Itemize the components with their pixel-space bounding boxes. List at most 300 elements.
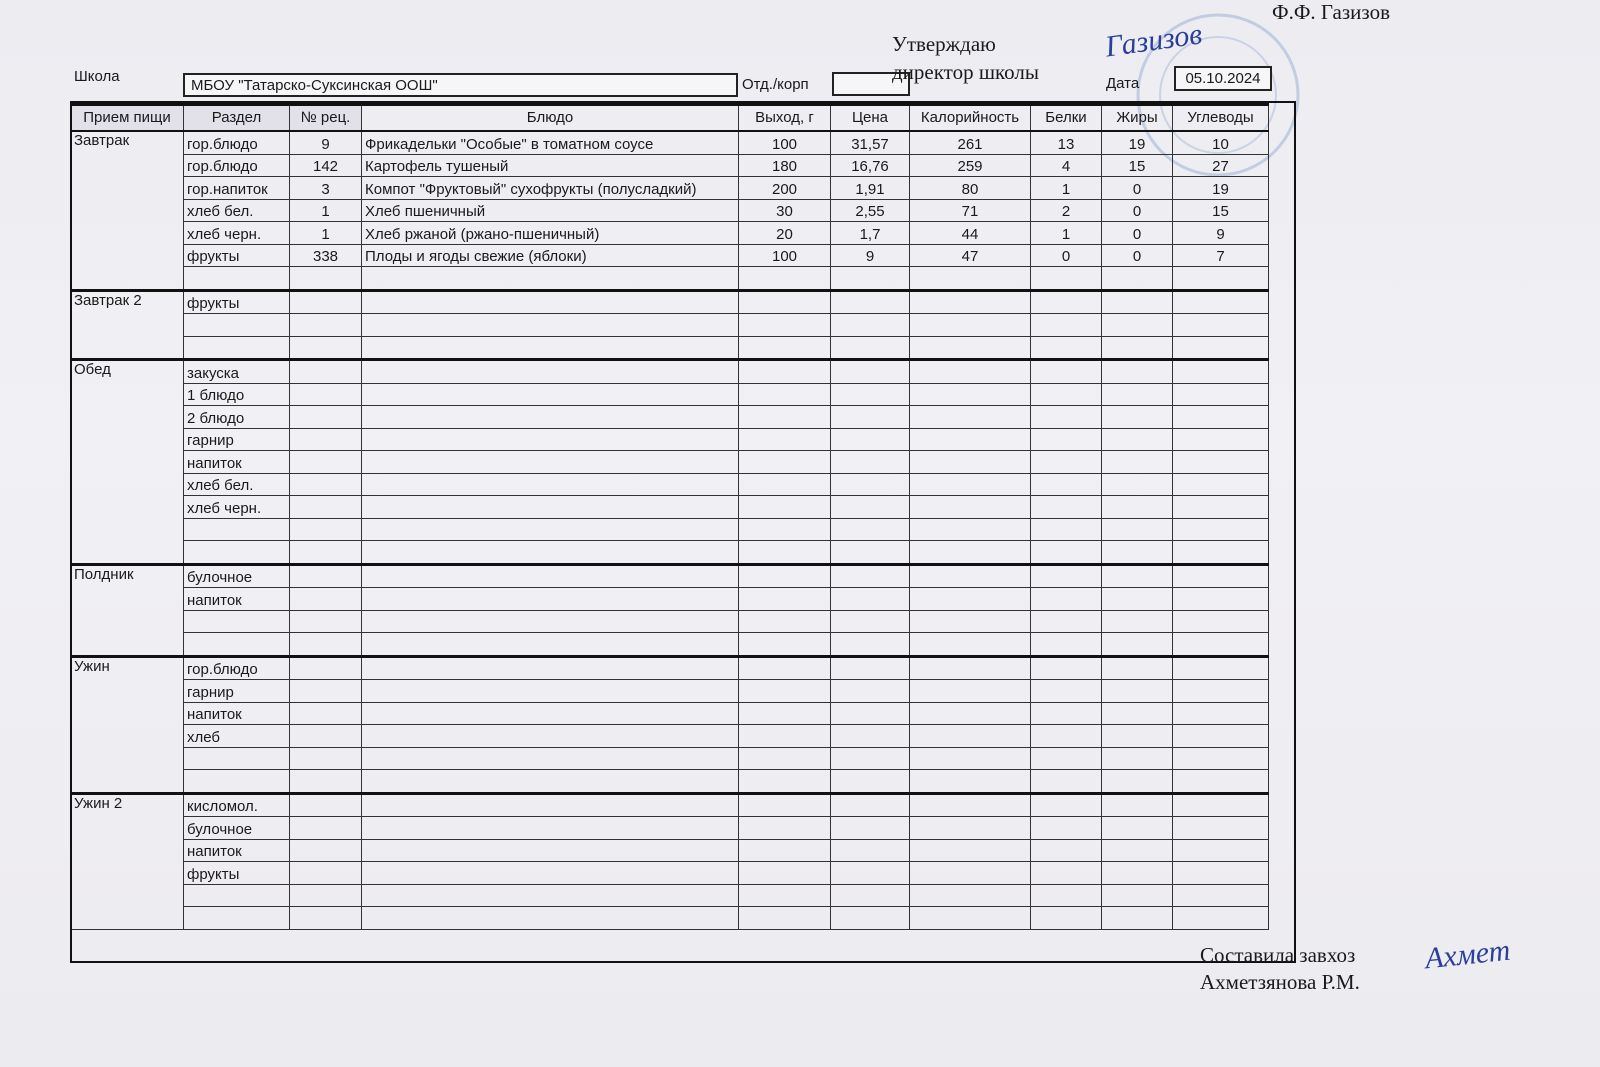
recipe-cell bbox=[290, 267, 362, 291]
section-cell: напиток bbox=[184, 702, 290, 725]
table-row bbox=[71, 496, 1269, 519]
protein-cell bbox=[1031, 564, 1102, 588]
compiled-line1: Составила завхоз bbox=[1200, 943, 1356, 967]
price-cell bbox=[831, 884, 910, 907]
date-field: 05.10.2024 bbox=[1174, 66, 1272, 91]
dish-cell bbox=[362, 314, 739, 337]
kcal-cell: 47 bbox=[910, 244, 1031, 267]
yield-cell bbox=[739, 862, 831, 885]
meal-cell: Полдник bbox=[71, 564, 184, 656]
fat-cell bbox=[1102, 793, 1173, 817]
protein-cell bbox=[1031, 770, 1102, 794]
section-cell: гор.блюдо bbox=[184, 154, 290, 177]
recipe-cell bbox=[290, 451, 362, 474]
kcal-cell bbox=[910, 473, 1031, 496]
dish-cell bbox=[362, 770, 739, 794]
menu-table bbox=[70, 103, 1269, 930]
price-cell bbox=[831, 496, 910, 519]
director-signature: Газизов bbox=[1103, 17, 1205, 64]
fat-cell bbox=[1102, 633, 1173, 657]
table-row bbox=[71, 314, 1269, 337]
dish-cell bbox=[362, 473, 739, 496]
recipe-cell bbox=[290, 588, 362, 611]
recipe-cell bbox=[290, 428, 362, 451]
yield-cell bbox=[739, 770, 831, 794]
dish-cell: Фрикадельки "Особые" в томатном соусе bbox=[362, 131, 739, 154]
price-cell bbox=[831, 541, 910, 565]
table-row bbox=[71, 177, 1269, 200]
carbs-cell bbox=[1173, 564, 1269, 588]
protein-cell bbox=[1031, 610, 1102, 633]
table-row bbox=[71, 656, 1269, 680]
price-cell bbox=[831, 907, 910, 930]
section-cell: фрукты bbox=[184, 862, 290, 885]
yield-cell bbox=[739, 473, 831, 496]
carbs-cell bbox=[1173, 518, 1269, 541]
yield-cell bbox=[739, 633, 831, 657]
col-header: Раздел bbox=[184, 105, 290, 132]
protein-cell: 0 bbox=[1031, 244, 1102, 267]
section-cell: гор.блюдо bbox=[184, 131, 290, 154]
section-cell: фрукты bbox=[184, 244, 290, 267]
kcal-cell bbox=[910, 564, 1031, 588]
recipe-cell bbox=[290, 747, 362, 770]
yield-cell bbox=[739, 793, 831, 817]
section-cell bbox=[184, 314, 290, 337]
yield-cell bbox=[739, 817, 831, 840]
fat-cell: 0 bbox=[1102, 244, 1173, 267]
kcal-cell bbox=[910, 817, 1031, 840]
section-cell: гарнир bbox=[184, 428, 290, 451]
dish-cell bbox=[362, 360, 739, 384]
kcal-cell bbox=[910, 862, 1031, 885]
carbs-cell: 9 bbox=[1173, 222, 1269, 245]
yield-cell bbox=[739, 360, 831, 384]
table-row bbox=[71, 267, 1269, 291]
recipe-cell bbox=[290, 610, 362, 633]
kcal-cell bbox=[910, 747, 1031, 770]
dish-cell bbox=[362, 564, 739, 588]
fat-cell bbox=[1102, 428, 1173, 451]
col-header: Цена bbox=[831, 105, 910, 132]
fat-cell bbox=[1102, 656, 1173, 680]
yield-cell bbox=[739, 610, 831, 633]
table-row bbox=[71, 154, 1269, 177]
protein-cell: 1 bbox=[1031, 222, 1102, 245]
section-cell bbox=[184, 747, 290, 770]
kcal-cell bbox=[910, 633, 1031, 657]
table-row bbox=[71, 290, 1269, 314]
yield-cell bbox=[739, 907, 831, 930]
dish-cell bbox=[362, 725, 739, 748]
table-row bbox=[71, 131, 1269, 154]
col-header: Выход, г bbox=[739, 105, 831, 132]
school-name-field: МБОУ "Татарско-Суксинская ООШ" bbox=[183, 73, 738, 97]
kcal-cell bbox=[910, 383, 1031, 406]
dish-cell bbox=[362, 839, 739, 862]
fat-cell bbox=[1102, 725, 1173, 748]
yield-cell bbox=[739, 702, 831, 725]
kcal-cell: 261 bbox=[910, 131, 1031, 154]
carbs-cell bbox=[1173, 383, 1269, 406]
section-cell: булочное bbox=[184, 564, 290, 588]
price-cell bbox=[831, 451, 910, 474]
kcal-cell bbox=[910, 793, 1031, 817]
price-cell bbox=[831, 383, 910, 406]
price-cell bbox=[831, 747, 910, 770]
protein-cell bbox=[1031, 702, 1102, 725]
recipe-cell bbox=[290, 633, 362, 657]
col-header: Калорийность bbox=[910, 105, 1031, 132]
fat-cell: 15 bbox=[1102, 154, 1173, 177]
kcal-cell: 259 bbox=[910, 154, 1031, 177]
protein-cell bbox=[1031, 725, 1102, 748]
yield-cell bbox=[739, 314, 831, 337]
yield-cell: 180 bbox=[739, 154, 831, 177]
price-cell bbox=[831, 656, 910, 680]
dish-cell bbox=[362, 633, 739, 657]
recipe-cell bbox=[290, 817, 362, 840]
col-header: № рец. bbox=[290, 105, 362, 132]
fat-cell: 0 bbox=[1102, 222, 1173, 245]
section-cell bbox=[184, 267, 290, 291]
dish-cell bbox=[362, 793, 739, 817]
recipe-cell bbox=[290, 884, 362, 907]
table-row bbox=[71, 610, 1269, 633]
carbs-cell bbox=[1173, 907, 1269, 930]
kcal-cell bbox=[910, 360, 1031, 384]
dish-cell bbox=[362, 290, 739, 314]
table-row bbox=[71, 793, 1269, 817]
yield-cell bbox=[739, 725, 831, 748]
col-header: Белки bbox=[1031, 105, 1102, 132]
price-cell bbox=[831, 862, 910, 885]
yield-cell bbox=[739, 406, 831, 429]
section-cell: кисломол. bbox=[184, 793, 290, 817]
carbs-cell bbox=[1173, 336, 1269, 360]
carbs-cell bbox=[1173, 633, 1269, 657]
kcal-cell bbox=[910, 702, 1031, 725]
section-cell: булочное bbox=[184, 817, 290, 840]
carbs-cell bbox=[1173, 770, 1269, 794]
yield-cell: 30 bbox=[739, 199, 831, 222]
fat-cell bbox=[1102, 588, 1173, 611]
table-row bbox=[71, 817, 1269, 840]
section-cell bbox=[184, 518, 290, 541]
section-cell: напиток bbox=[184, 588, 290, 611]
section-cell bbox=[184, 770, 290, 794]
table-row bbox=[71, 451, 1269, 474]
table-row bbox=[71, 222, 1269, 245]
kcal-cell bbox=[910, 406, 1031, 429]
carbs-cell bbox=[1173, 793, 1269, 817]
price-cell bbox=[831, 793, 910, 817]
protein-cell: 2 bbox=[1031, 199, 1102, 222]
yield-cell bbox=[739, 656, 831, 680]
recipe-cell bbox=[290, 473, 362, 496]
recipe-cell bbox=[290, 680, 362, 703]
kcal-cell bbox=[910, 884, 1031, 907]
recipe-cell bbox=[290, 406, 362, 429]
yield-cell: 100 bbox=[739, 131, 831, 154]
section-cell: гор.напиток bbox=[184, 177, 290, 200]
table-row bbox=[71, 199, 1269, 222]
protein-cell bbox=[1031, 518, 1102, 541]
protein-cell bbox=[1031, 267, 1102, 291]
price-cell bbox=[831, 633, 910, 657]
fat-cell bbox=[1102, 406, 1173, 429]
fat-cell bbox=[1102, 862, 1173, 885]
dish-cell: Плоды и ягоды свежие (яблоки) bbox=[362, 244, 739, 267]
compiler-signature: Ахмет bbox=[1423, 933, 1512, 976]
price-cell: 31,57 bbox=[831, 131, 910, 154]
table-row bbox=[71, 518, 1269, 541]
table-row bbox=[71, 839, 1269, 862]
section-cell: хлеб bbox=[184, 725, 290, 748]
recipe-cell bbox=[290, 336, 362, 360]
price-cell bbox=[831, 680, 910, 703]
table-row bbox=[71, 360, 1269, 384]
recipe-cell bbox=[290, 793, 362, 817]
yield-cell bbox=[739, 451, 831, 474]
fat-cell bbox=[1102, 314, 1173, 337]
dish-cell bbox=[362, 383, 739, 406]
table-row bbox=[71, 633, 1269, 657]
recipe-cell: 338 bbox=[290, 244, 362, 267]
carbs-cell bbox=[1173, 817, 1269, 840]
price-cell: 1,91 bbox=[831, 177, 910, 200]
carbs-cell bbox=[1173, 360, 1269, 384]
col-header: Жиры bbox=[1102, 105, 1173, 132]
compiled-line2: Ахметзянова Р.М. bbox=[1200, 970, 1360, 994]
dish-cell: Компот "Фруктовый" сухофрукты (полусладкий) bbox=[362, 177, 739, 200]
price-cell bbox=[831, 336, 910, 360]
price-cell bbox=[831, 360, 910, 384]
meal-cell: Ужин bbox=[71, 656, 184, 793]
recipe-cell bbox=[290, 496, 362, 519]
section-cell: хлеб бел. bbox=[184, 473, 290, 496]
protein-cell bbox=[1031, 360, 1102, 384]
dish-cell bbox=[362, 610, 739, 633]
price-cell bbox=[831, 406, 910, 429]
dish-cell bbox=[362, 541, 739, 565]
table-row bbox=[71, 244, 1269, 267]
price-cell bbox=[831, 564, 910, 588]
table-row bbox=[71, 702, 1269, 725]
yield-cell bbox=[739, 496, 831, 519]
recipe-cell bbox=[290, 518, 362, 541]
protein-cell bbox=[1031, 383, 1102, 406]
fat-cell bbox=[1102, 290, 1173, 314]
carbs-cell bbox=[1173, 290, 1269, 314]
fat-cell bbox=[1102, 451, 1173, 474]
kcal-cell bbox=[910, 496, 1031, 519]
table-row bbox=[71, 862, 1269, 885]
carbs-cell bbox=[1173, 541, 1269, 565]
fat-cell: 19 bbox=[1102, 131, 1173, 154]
protein-cell bbox=[1031, 747, 1102, 770]
yield-cell bbox=[739, 290, 831, 314]
section-cell bbox=[184, 610, 290, 633]
section-cell: хлеб черн. bbox=[184, 222, 290, 245]
carbs-cell bbox=[1173, 656, 1269, 680]
table-row bbox=[71, 680, 1269, 703]
price-cell bbox=[831, 839, 910, 862]
fat-cell bbox=[1102, 336, 1173, 360]
table-row bbox=[71, 564, 1269, 588]
recipe-cell bbox=[290, 702, 362, 725]
fat-cell bbox=[1102, 907, 1173, 930]
meal-cell: Завтрак bbox=[71, 131, 184, 290]
fat-cell bbox=[1102, 383, 1173, 406]
section-cell: фрукты bbox=[184, 290, 290, 314]
kcal-cell bbox=[910, 725, 1031, 748]
recipe-cell: 9 bbox=[290, 131, 362, 154]
dish-cell bbox=[362, 588, 739, 611]
dish-cell bbox=[362, 884, 739, 907]
yield-cell bbox=[739, 564, 831, 588]
yield-cell bbox=[739, 383, 831, 406]
dish-cell bbox=[362, 518, 739, 541]
yield-cell bbox=[739, 680, 831, 703]
protein-cell bbox=[1031, 817, 1102, 840]
protein-cell bbox=[1031, 633, 1102, 657]
yield-cell: 100 bbox=[739, 244, 831, 267]
yield-cell: 20 bbox=[739, 222, 831, 245]
recipe-cell bbox=[290, 725, 362, 748]
fat-cell bbox=[1102, 610, 1173, 633]
dept-label: Отд./корп bbox=[742, 76, 809, 93]
price-cell bbox=[831, 290, 910, 314]
fat-cell bbox=[1102, 884, 1173, 907]
price-cell bbox=[831, 817, 910, 840]
fat-cell bbox=[1102, 360, 1173, 384]
carbs-cell bbox=[1173, 588, 1269, 611]
yield-cell bbox=[739, 541, 831, 565]
dish-cell: Картофель тушеный bbox=[362, 154, 739, 177]
recipe-cell: 1 bbox=[290, 222, 362, 245]
dish-cell bbox=[362, 496, 739, 519]
kcal-cell bbox=[910, 314, 1031, 337]
table-row bbox=[71, 770, 1269, 794]
carbs-cell bbox=[1173, 473, 1269, 496]
protein-cell bbox=[1031, 680, 1102, 703]
table-row bbox=[71, 383, 1269, 406]
protein-cell bbox=[1031, 290, 1102, 314]
section-cell bbox=[184, 336, 290, 360]
recipe-cell bbox=[290, 564, 362, 588]
kcal-cell: 44 bbox=[910, 222, 1031, 245]
dish-cell bbox=[362, 428, 739, 451]
dish-cell bbox=[362, 336, 739, 360]
protein-cell bbox=[1031, 496, 1102, 519]
section-cell: хлеб черн. bbox=[184, 496, 290, 519]
kcal-cell bbox=[910, 267, 1031, 291]
meal-cell: Завтрак 2 bbox=[71, 290, 184, 360]
kcal-cell bbox=[910, 907, 1031, 930]
dish-cell bbox=[362, 862, 739, 885]
yield-cell bbox=[739, 884, 831, 907]
protein-cell bbox=[1031, 839, 1102, 862]
fat-cell bbox=[1102, 680, 1173, 703]
director-name: Ф.Ф. Газизов bbox=[1272, 0, 1390, 24]
recipe-cell bbox=[290, 314, 362, 337]
protein-cell bbox=[1031, 428, 1102, 451]
kcal-cell bbox=[910, 336, 1031, 360]
carbs-cell bbox=[1173, 451, 1269, 474]
fat-cell bbox=[1102, 839, 1173, 862]
recipe-cell bbox=[290, 383, 362, 406]
yield-cell: 200 bbox=[739, 177, 831, 200]
protein-cell bbox=[1031, 473, 1102, 496]
yield-cell bbox=[739, 588, 831, 611]
table-row bbox=[71, 473, 1269, 496]
dish-cell bbox=[362, 406, 739, 429]
carbs-cell bbox=[1173, 267, 1269, 291]
kcal-cell bbox=[910, 428, 1031, 451]
carbs-cell bbox=[1173, 747, 1269, 770]
section-cell: хлеб бел. bbox=[184, 199, 290, 222]
kcal-cell bbox=[910, 656, 1031, 680]
table-row bbox=[71, 588, 1269, 611]
table-header-row bbox=[71, 105, 1269, 132]
price-cell bbox=[831, 588, 910, 611]
section-cell: 1 блюдо bbox=[184, 383, 290, 406]
fat-cell bbox=[1102, 747, 1173, 770]
yield-cell bbox=[739, 518, 831, 541]
carbs-cell: 10 bbox=[1173, 131, 1269, 154]
recipe-cell bbox=[290, 541, 362, 565]
carbs-cell: 19 bbox=[1173, 177, 1269, 200]
recipe-cell bbox=[290, 839, 362, 862]
table-row bbox=[71, 541, 1269, 565]
dish-cell: Хлеб ржаной (ржано-пшеничный) bbox=[362, 222, 739, 245]
price-cell bbox=[831, 610, 910, 633]
protein-cell: 4 bbox=[1031, 154, 1102, 177]
section-cell: напиток bbox=[184, 839, 290, 862]
protein-cell bbox=[1031, 656, 1102, 680]
price-cell bbox=[831, 428, 910, 451]
carbs-cell: 7 bbox=[1173, 244, 1269, 267]
kcal-cell bbox=[910, 770, 1031, 794]
dish-cell bbox=[362, 702, 739, 725]
price-cell bbox=[831, 770, 910, 794]
section-cell: напиток bbox=[184, 451, 290, 474]
fat-cell bbox=[1102, 564, 1173, 588]
kcal-cell bbox=[910, 588, 1031, 611]
section-cell bbox=[184, 633, 290, 657]
dish-cell bbox=[362, 747, 739, 770]
approve-line1: Утверждаю bbox=[892, 32, 996, 56]
carbs-cell bbox=[1173, 496, 1269, 519]
dish-cell bbox=[362, 907, 739, 930]
price-cell bbox=[831, 314, 910, 337]
section-cell: гор.блюдо bbox=[184, 656, 290, 680]
meal-cell: Обед bbox=[71, 360, 184, 565]
date-label: Дата bbox=[1106, 75, 1140, 92]
recipe-cell bbox=[290, 907, 362, 930]
dish-cell bbox=[362, 680, 739, 703]
fat-cell bbox=[1102, 702, 1173, 725]
price-cell bbox=[831, 702, 910, 725]
carbs-cell bbox=[1173, 428, 1269, 451]
price-cell bbox=[831, 518, 910, 541]
col-header: Прием пищи bbox=[71, 105, 184, 132]
kcal-cell bbox=[910, 680, 1031, 703]
price-cell: 16,76 bbox=[831, 154, 910, 177]
dish-cell bbox=[362, 267, 739, 291]
protein-cell: 13 bbox=[1031, 131, 1102, 154]
